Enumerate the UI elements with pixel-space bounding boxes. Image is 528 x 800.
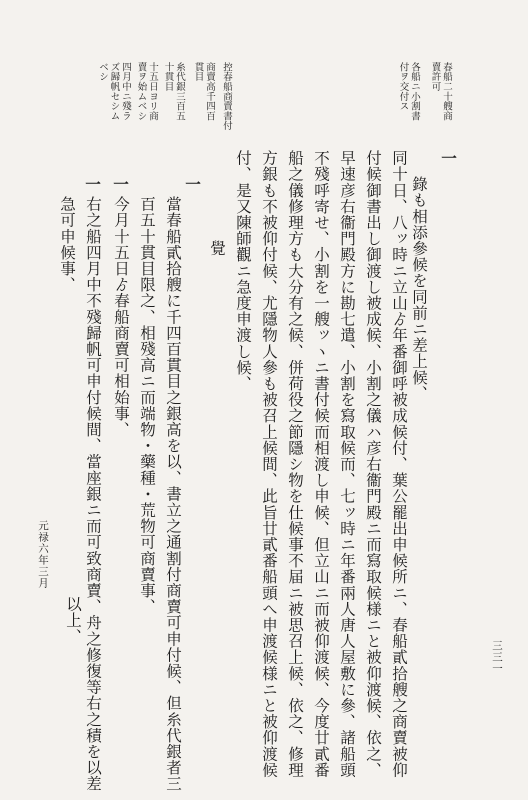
side-note-3-line: 控春船商賣書付 [221,62,232,131]
item-bullet: 一 [111,176,130,192]
body-column-1: 錄も相添參候を同前ニ差上候、 [410,176,428,402]
footer-date: 元禄六年三月 [37,520,49,589]
side-note-3 [221,62,233,131]
side-note-6-line: 賣ヲ始ムベシ [135,62,147,121]
side-note-6 [135,62,158,121]
body-column-2: 同十日、八ッ時ニ立山ゟ年番御呼被成候付、葉公罷出申候所ニ、春船貳拾艘之商賣被仰 [390,150,408,778]
side-note-1 [429,62,452,121]
body-column-8: 付、是又陳師觀ニ急度申渡し候、 [234,150,252,392]
side-note-5-line: 糸代銀三百五 [174,62,185,121]
side-note-7-line: 四月中ニ殘ラ [120,62,131,121]
side-note-6-line: 十五日ヨリ商 [147,62,158,121]
side-note-7-line: ベシ [97,62,108,82]
body-column-6: 船之儀修理方も大分有之候、併荷役之節隱シ物を仕候事不届ニ被思召上候、依之、修理 [286,150,304,778]
closing-word: 以上、 [64,596,82,645]
body-column-13: 急可申候事、 [58,196,76,293]
side-note-7-line: ズ歸帆セシム [108,62,120,121]
section-heading: 覺 [208,240,226,257]
side-note-2 [397,62,420,121]
body-column-7: 方銀も不被仰付候、尤隱物人參も被召上候間、此旨廿貳番船頭へ申渡候様ニと被仰渡候 [260,150,278,778]
side-note-4-line: 貫目 [192,62,204,82]
item-bullet: 一 [183,176,202,192]
side-note-5 [162,62,185,121]
side-note-4 [192,62,215,121]
body-column-9: 當春船貳拾艘に千四百貫目之銀高を以、書立之通割付商賣可申付候、但糸代銀者三 [164,196,182,792]
side-note-1-line: 賣許可 [429,62,441,92]
side-note-5-line: 十貫目 [162,62,174,92]
side-note-7 [97,62,132,121]
body-column-4: 早速彦右衞門殿方に勘七遣、小割を寫取候而、七ッ時ニ年番兩人唐人屋敷に參、諸船頭 [338,150,356,778]
item-bullet: 一 [83,176,102,192]
body-column-11: 今月十五日ゟ春船商賣可相始事、 [112,196,130,438]
body-column-10: 百五十貫目限之、相殘高ニ而端物・藥種・荒物可商賣事、 [138,196,156,615]
body-column-12: 右之船四月中不殘歸帆可申付候間、當座銀ニ而可致商賣、舟之修復等右之積を以差 [84,196,102,792]
side-note-1-line: 春船二十艘商 [441,62,452,121]
side-note-2-line: 付ヲ交付ス [397,62,409,111]
body-column-3: 付候御書出し御渡し被成候、小割之儀ハ彦右衞門殿ニ而寫取候様ニと被仰渡候、依之、 [364,150,382,778]
side-note-2-line: 各船ニ小割書 [409,62,420,121]
page-number: 三三一 [491,640,503,675]
body-column-5: 不殘呼寄せ、小割を一艘ッヽニ書付候而相渡し申候、但立山ニ而被仰渡候、今度廿貳番 [312,150,330,778]
side-note-4-line: 商賣高千四百 [204,62,215,121]
item-bullet: 一 [439,150,458,166]
